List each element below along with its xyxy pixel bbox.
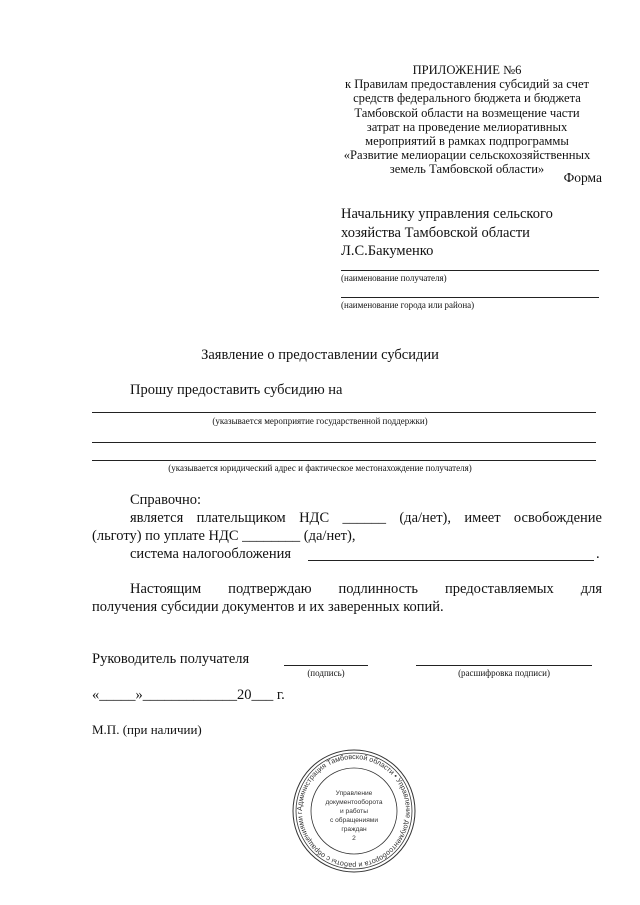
- stamp-center-line: граждан: [341, 826, 367, 833]
- appendix-line: к Правилам предоставления субсидий за счет: [344, 77, 590, 92]
- date-line: «_____»_____________20___ г.: [92, 687, 285, 703]
- appendix-line: средств федерального бюджета и бюджета: [353, 91, 581, 106]
- vat-line-1: является плательщиком НДС ______ (да/нет), имеет освобождение: [130, 510, 602, 526]
- addressee-line: хозяйства Тамбовской области: [341, 224, 530, 241]
- stamp-center-line: 2: [352, 835, 356, 842]
- signature-decode-line: [416, 665, 592, 666]
- stamp-center-line: Управление: [335, 790, 373, 797]
- appendix-line: Тамбовской области на возмещение части: [354, 105, 580, 120]
- tax-system-end: .: [596, 546, 600, 562]
- official-stamp: [291, 748, 417, 874]
- signature-decode-caption: (расшифровка подписи): [458, 668, 550, 678]
- recipient-caption: (наименование получателя): [341, 273, 447, 283]
- reference-heading: Справочно:: [130, 492, 202, 508]
- stamp-graphic: [291, 748, 417, 874]
- request-text: Прошу предоставить субсидию на: [130, 382, 343, 398]
- city-line: [341, 297, 599, 298]
- measure-caption: (указывается мероприятие государственной поддержки): [212, 416, 428, 426]
- addressee-block: [341, 205, 553, 261]
- addressee-name: Л.С.Бакуменко: [341, 243, 434, 259]
- measure-line: [92, 412, 596, 413]
- appendix-line: земель Тамбовской области»: [389, 162, 545, 177]
- address-line-2: [92, 460, 596, 461]
- document-title: Заявление о предоставлении субсидии: [201, 347, 439, 363]
- signature-label: Руководитель получателя: [92, 651, 250, 667]
- confirmation-line-1: Настоящим подтверждаю подлинность предоставляемых для: [130, 581, 602, 597]
- seal-note: М.П. (при наличии): [92, 722, 202, 737]
- confirmation-line-2: получения субсидии документов и их заверенных копий.: [92, 599, 444, 615]
- appendix-line: мероприятий в рамках подпрограммы: [365, 134, 569, 149]
- tax-system-line: [308, 560, 594, 561]
- city-caption: (наименование города или района): [341, 300, 475, 310]
- appendix-line: «Развитие мелиорации сельскохозяйственных: [343, 148, 591, 163]
- form-label: Форма: [563, 170, 602, 185]
- recipient-name-line: [341, 270, 599, 271]
- addressee-line: Начальнику управления сельского: [341, 206, 553, 222]
- address-line-1: [92, 442, 596, 443]
- appendix-header: [332, 63, 602, 177]
- stamp-center-line: с обращениями: [329, 817, 379, 824]
- signature-line: [284, 665, 368, 666]
- appendix-number: ПРИЛОЖЕНИЕ №6: [412, 63, 522, 77]
- stamp-center-line: документооборота: [325, 799, 383, 806]
- vat-line-2: (льготу) по уплате НДС ________ (да/нет),: [92, 528, 356, 544]
- appendix-line: затрат на проведение мелиоративных: [366, 119, 568, 134]
- tax-system-label: система налогообложения: [130, 546, 292, 562]
- stamp-ring-text: Администрация Тамбовской области • Управление документооборота и работы с обращениями г: [294, 751, 414, 871]
- signature-caption: (подпись): [307, 668, 345, 678]
- address-caption: (указывается юридический адрес и фактическое местонахождение получателя): [168, 463, 472, 473]
- stamp-center-line: и работы: [340, 808, 368, 815]
